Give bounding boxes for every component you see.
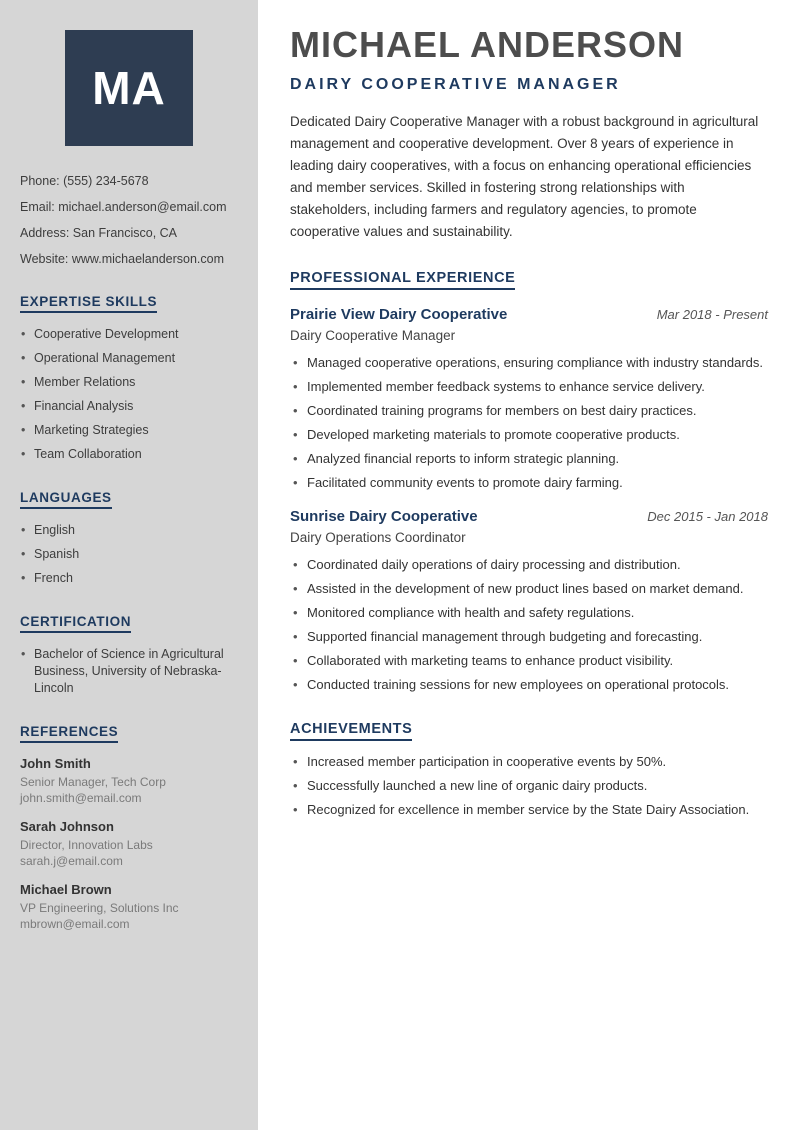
achievement-bullet: • Recognized for excellence in member service by the State Dairy Association. bbox=[290, 801, 768, 819]
skill-item: • Marketing Strategies bbox=[20, 422, 238, 439]
achievement-bullet: • Successfully launched a new line of organic dairy products. bbox=[290, 777, 768, 795]
languages-list bbox=[20, 522, 238, 587]
skill-item: • Member Relations bbox=[20, 374, 238, 391]
contact-website: Website: www.michaelanderson.com bbox=[20, 252, 225, 266]
reference-email: sarah.j@email.com bbox=[20, 854, 123, 868]
reference-email: mbrown@email.com bbox=[20, 917, 130, 931]
job-role: Dairy Cooperative Manager bbox=[290, 328, 456, 343]
reference-name: John Smith bbox=[20, 756, 91, 771]
skills-list bbox=[20, 326, 238, 463]
achievement-bullet: • Increased member participation in cooperative events by 50%. bbox=[290, 753, 768, 771]
reference-role: Director, Innovation Labs bbox=[20, 838, 153, 852]
job-bullet: • Coordinated training programs for members on best dairy practices. bbox=[290, 402, 768, 420]
reference-role: Senior Manager, Tech Corp bbox=[20, 775, 166, 789]
monogram-initials: MA bbox=[92, 62, 166, 114]
job-bullet: • Assisted in the development of new product lines based on market demand. bbox=[290, 580, 768, 598]
candidate-title: DAIRY COOPERATIVE MANAGER bbox=[290, 76, 621, 93]
certification-item: • Bachelor of Science in Agricultural Business, University of Nebraska-Lincoln bbox=[20, 646, 238, 697]
reference-entry bbox=[20, 819, 238, 869]
summary-paragraph: Dedicated Dairy Cooperative Manager with a robust background in agricultural management and cooperative development. Over 8 years of experience in leading dairy cooperatives, with a focus on enhancing operational efficiencies and member services. Skilled in fostering strong relationships with stakeholders, including farmers and regulatory agencies, to promote cooperative values and sustainability. bbox=[290, 114, 759, 239]
job-header bbox=[290, 508, 768, 525]
job-bullet-list bbox=[290, 354, 768, 492]
section-references bbox=[20, 723, 238, 932]
job-dates: Dec 2015 - Jan 2018 bbox=[647, 509, 768, 524]
certification-list bbox=[20, 646, 238, 697]
monogram-avatar bbox=[65, 30, 193, 146]
expertise-skills-heading: EXPERTISE SKILLS bbox=[20, 294, 157, 313]
achievements-heading: ACHIEVEMENTS bbox=[290, 721, 412, 741]
job-header bbox=[290, 306, 768, 323]
skill-item: • Operational Management bbox=[20, 350, 238, 367]
contact-phone: Phone: (555) 234-5678 bbox=[20, 174, 149, 188]
company-name: Sunrise Dairy Cooperative bbox=[290, 508, 478, 525]
job-bullet: • Monitored compliance with health and safety regulations. bbox=[290, 604, 768, 622]
reference-email: john.smith@email.com bbox=[20, 791, 142, 805]
skill-item: • Team Collaboration bbox=[20, 446, 238, 463]
job-bullet: • Developed marketing materials to promote cooperative products. bbox=[290, 426, 768, 444]
reference-role: VP Engineering, Solutions Inc bbox=[20, 901, 179, 915]
certification-heading: CERTIFICATION bbox=[20, 614, 131, 633]
company-name: Prairie View Dairy Cooperative bbox=[290, 306, 508, 323]
contact-email: Email: michael.anderson@email.com bbox=[20, 200, 227, 214]
sidebar bbox=[0, 0, 258, 1130]
experience-entry bbox=[290, 508, 768, 694]
reference-name: Sarah Johnson bbox=[20, 819, 114, 834]
skill-item: • Cooperative Development bbox=[20, 326, 238, 343]
job-bullet: • Facilitated community events to promote dairy farming. bbox=[290, 474, 768, 492]
contact-address: Address: San Francisco, CA bbox=[20, 226, 178, 240]
achievements-list bbox=[290, 753, 768, 819]
language-item: • Spanish bbox=[20, 546, 238, 563]
reference-name: Michael Brown bbox=[20, 882, 112, 897]
section-languages bbox=[20, 489, 238, 587]
languages-heading: LANGUAGES bbox=[20, 490, 112, 509]
job-bullet: • Coordinated daily operations of dairy processing and distribution. bbox=[290, 556, 768, 574]
skill-item: • Financial Analysis bbox=[20, 398, 238, 415]
job-bullet: • Analyzed financial reports to inform strategic planning. bbox=[290, 450, 768, 468]
job-bullet-list bbox=[290, 556, 768, 694]
professional-experience-heading: PROFESSIONAL EXPERIENCE bbox=[290, 270, 515, 290]
job-bullet: • Managed cooperative operations, ensuring compliance with industry standards. bbox=[290, 354, 768, 372]
references-heading: REFERENCES bbox=[20, 724, 118, 743]
reference-entry bbox=[20, 882, 238, 932]
reference-entry bbox=[20, 756, 238, 806]
language-item: • French bbox=[20, 570, 238, 587]
job-bullet: • Implemented member feedback systems to enhance service delivery. bbox=[290, 378, 768, 396]
job-role: Dairy Operations Coordinator bbox=[290, 530, 466, 545]
section-certification bbox=[20, 613, 238, 697]
experience-entry bbox=[290, 306, 768, 492]
job-bullet: • Collaborated with marketing teams to enhance product visibility. bbox=[290, 652, 768, 670]
contact-info bbox=[20, 174, 238, 267]
job-bullet: • Supported financial management through budgeting and forecasting. bbox=[290, 628, 768, 646]
section-expertise-skills bbox=[20, 293, 238, 463]
job-bullet: • Conducted training sessions for new employees on operational protocols. bbox=[290, 676, 768, 694]
job-dates: Mar 2018 - Present bbox=[656, 307, 768, 322]
main-content bbox=[258, 0, 800, 1130]
language-item: • English bbox=[20, 522, 238, 539]
candidate-name: MICHAEL ANDERSON bbox=[290, 24, 685, 65]
